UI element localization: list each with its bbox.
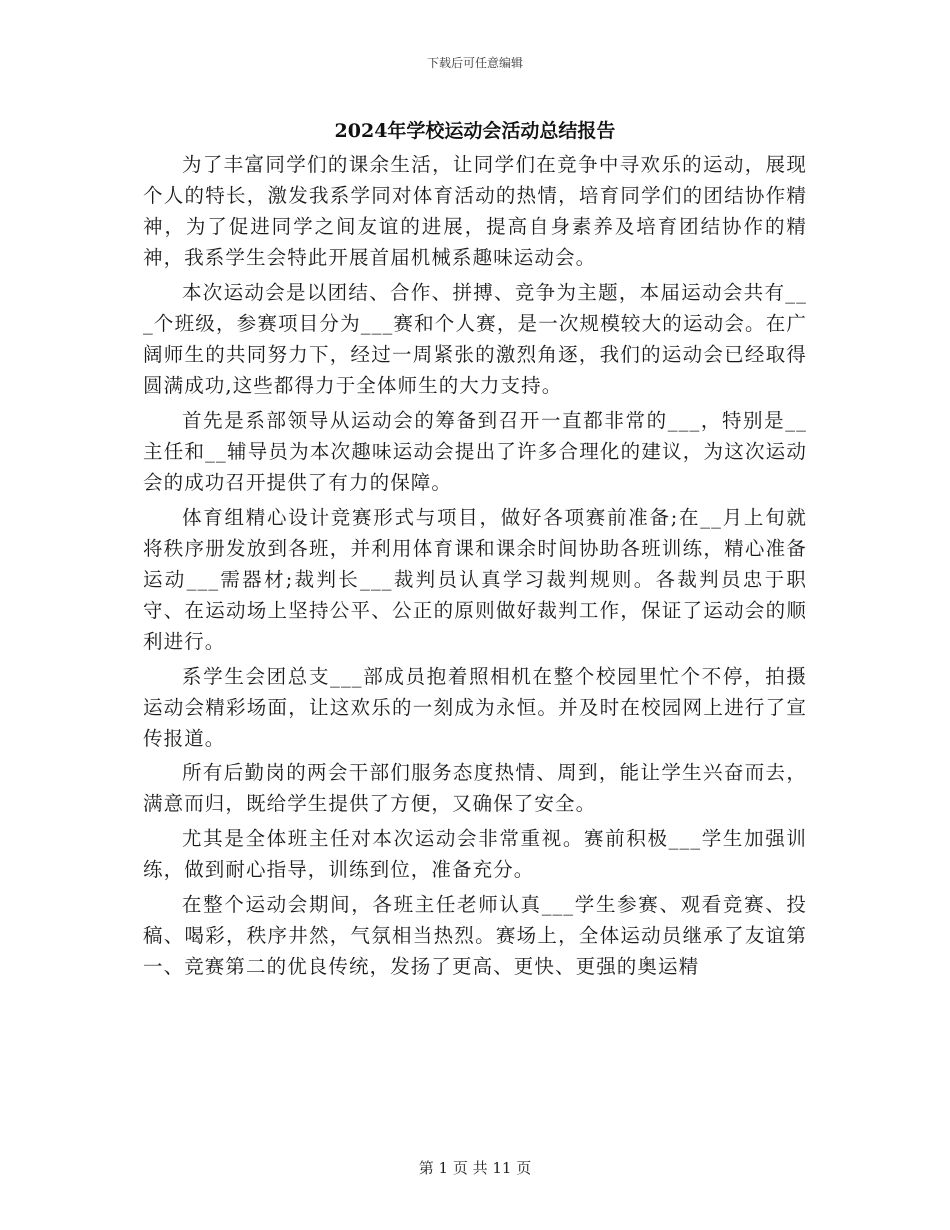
paragraph: 所有后勤岗的两会干部们服务态度热情、周到，能让学生兴奋而去，满意而归，既给学生提供了方便，又确保了安全。 bbox=[143, 761, 807, 816]
paragraph: 首先是系部领导从运动会的筹备到召开一直都非常的___，特别是__主任和__辅导员为本次趣味运动会提出了许多合理化的建议，为这次运动会的成功召开提供了有力的保障。 bbox=[143, 408, 807, 494]
paragraph: 尤其是全体班主任对本次运动会非常重视。赛前积极___学生加强训练，做到耐心指导，训练到位，准备充分。 bbox=[143, 827, 807, 882]
document-title: 2024年学校运动会活动总结报告 bbox=[334, 120, 616, 142]
page-footer: 第 1 页 共 11 页 bbox=[418, 1159, 532, 1177]
paragraph: 体育组精心设计竞赛形式与项目，做好各项赛前准备;在__月上旬就将秩序册发放到各班，并利用体育课和课余时间协助各班训练，精心准备运动___需器材;裁判长___裁判员认真学习裁判规则。各裁判员忠于职守、在运动场上坚持公平、公正的原则做好裁判工作，保证了运动会的顺利进行。 bbox=[143, 505, 807, 653]
document-body bbox=[143, 149, 807, 986]
paragraph: 本次运动会是以团结、合作、拼搏、竞争为主题，本届运动会共有___个班级，参赛项目分为___赛和个人赛，是一次规模较大的运动会。在广阔师生的共同努力下，经过一周紧张的激烈角逐，我们的运动会已经取得圆满成功,这些都得力于全体师生的大力支持。 bbox=[143, 280, 807, 397]
paragraph: 为了丰富同学们的课余生活，让同学们在竞争中寻欢乐的运动，展现个人的特长，激发我系学同对体育活动的热情，培育同学们的团结协作精神，为了促进同学之间友谊的进展，提高自身素养及培育团结协作的精神，我系学生会特此开展首届机械系趣味运动会。 bbox=[143, 153, 807, 269]
header-note: 下载后可任意编辑 bbox=[426, 56, 523, 70]
paragraph: 在整个运动会期间，各班主任老师认真___学生参赛、观看竞赛、投稿、喝彩，秩序井然，气氛相当热烈。赛场上，全体运动员继承了友谊第一、竞赛第二的优良传统，发扬了更高、更快、更强的奥运精 bbox=[143, 893, 807, 979]
paragraph: 系学生会团总支___部成员抱着照相机在整个校园里忙个不停，拍摄运动会精彩场面，让这欢乐的一刻成为永恒。并及时在校园网上进行了宣传报道。 bbox=[143, 664, 807, 750]
